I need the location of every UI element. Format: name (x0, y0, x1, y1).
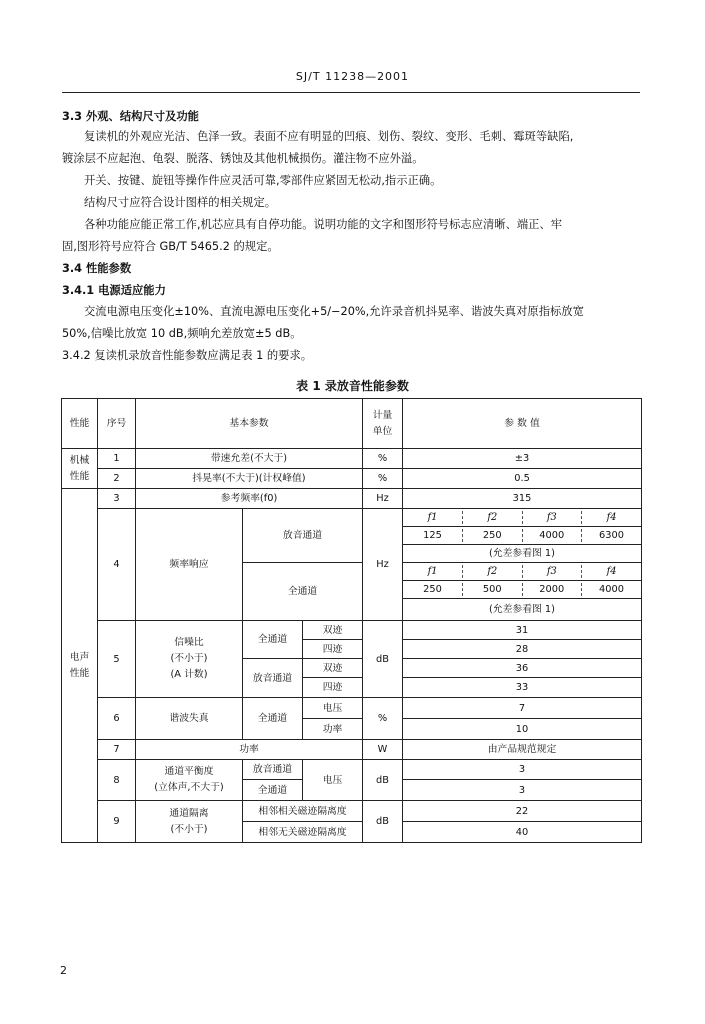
row6-value-1: 7 (403, 698, 642, 719)
page-number: 2 (60, 964, 67, 977)
row7-value: 由产品规范规定 (403, 740, 642, 760)
header-seq: 序号 (98, 399, 136, 449)
table-caption: 表 1 录放音性能参数 (296, 379, 409, 393)
row6-seq: 6 (98, 698, 136, 740)
row5-dual-all: 双迹 (303, 621, 363, 640)
paragraph-power-line1: 交流电源电压变化±10%、直流电源电压变化+5/−20%,允许录音机抖晃率、谐波失真对原指标放宽 (84, 305, 584, 318)
all-f1-label: f1 (403, 565, 463, 578)
play-f2-label: f2 (463, 511, 523, 524)
all-f3-label: f3 (522, 565, 582, 578)
row9-sub2: 相邻无关磁迹隔离度 (243, 822, 363, 843)
row8-value-2: 3 (403, 780, 642, 801)
row9-sub1: 相邻相关磁迹隔离度 (243, 801, 363, 822)
header-unit: 计量 单位 (363, 399, 403, 449)
row3-unit: Hz (363, 489, 403, 509)
header-basic-param: 基本参数 (136, 399, 363, 449)
row5-dual-play: 双迹 (303, 659, 363, 678)
row4-unit: Hz (363, 509, 403, 621)
row4-channel-all: 全通道 (243, 563, 363, 621)
header-performance: 性能 (62, 399, 98, 449)
paragraph-controls: 开关、按键、旋钮等操作件应灵活可靠,零部件应紧固无松动,指示正确。 (84, 174, 442, 187)
play-f3-value: 4000 (522, 529, 582, 542)
row3-param: 参考频率(f0) (136, 489, 363, 509)
all-f1-value: 250 (403, 583, 463, 596)
row5-value-2: 28 (403, 640, 642, 659)
row9-seq: 9 (98, 801, 136, 843)
row8-unit: dB (363, 760, 403, 801)
row8-channel-playback: 放音通道 (243, 760, 303, 780)
paragraph-appearance-line1: 复读机的外观应光洁、色泽一致。表面不应有明显的凹痕、划伤、裂纹、变形、毛刺、霉斑等缺陷, (84, 130, 574, 143)
all-f2-value: 500 (463, 583, 523, 596)
row5-channel-playback: 放音通道 (243, 659, 303, 698)
document-code-header: SJ/T 11238—2001 (295, 70, 410, 83)
paragraph-appearance-line2: 镀涂层不应起泡、龟裂、脱落、锈蚀及其他机械损伤。灌注物不应外溢。 (62, 152, 424, 165)
row8-channel-all: 全通道 (243, 780, 303, 801)
row1-seq: 1 (98, 449, 136, 469)
row2-seq: 2 (98, 469, 136, 489)
row7-unit: W (363, 740, 403, 760)
row3-seq: 3 (98, 489, 136, 509)
play-f1-label: f1 (403, 511, 463, 524)
row2-value: 0.5 (403, 469, 642, 489)
all-f3-value: 2000 (522, 583, 582, 596)
row1-param: 带速允差(不大于) (136, 449, 363, 469)
group-mechanical: 机械 性能 (62, 449, 98, 489)
row6-unit: % (363, 698, 403, 740)
row9-value-1: 22 (403, 801, 642, 822)
row5-unit: dB (363, 621, 403, 698)
paragraph-functions-line2: 固,图形符号应符合 GB/T 5465.2 的规定。 (62, 240, 279, 253)
row9-param: 通道隔离 (不小于) (136, 801, 243, 843)
play-f3-label: f3 (522, 511, 582, 524)
row4-channel-playback: 放音通道 (243, 509, 363, 563)
row6-param: 谐波失真 (136, 698, 243, 740)
row5-seq: 5 (98, 621, 136, 698)
row7-param: 功率 (136, 740, 363, 760)
row5-value-4: 33 (403, 678, 642, 698)
row6-value-2: 10 (403, 719, 642, 740)
row3-value: 315 (403, 489, 642, 509)
play-f4-value: 6300 (599, 530, 624, 541)
paragraph-dimensions: 结构尺寸应符合设计图样的相关规定。 (84, 196, 277, 209)
performance-table (61, 398, 642, 843)
row8-param: 通道平衡度 (立体声,不大于) (136, 760, 243, 801)
row5-value-3: 36 (403, 659, 642, 678)
row6-power: 功率 (303, 719, 363, 740)
section-3-3-title: 3.3 外观、结构尺寸及功能 (62, 110, 199, 123)
header-rule (62, 92, 640, 93)
row2-param: 抖晃率(不大于)(计权峰值) (136, 469, 363, 489)
section-3-4-2-text: 3.4.2 复读机录放音性能参数应满足表 1 的要求。 (62, 349, 313, 362)
row8-value-1: 3 (403, 760, 642, 780)
row4-seq: 4 (98, 509, 136, 621)
row1-value: ±3 (403, 449, 642, 469)
play-tolerance-note: (允差参看图 1) (403, 545, 642, 563)
row8-seq: 8 (98, 760, 136, 801)
play-f2-value: 250 (463, 529, 523, 542)
row6-voltage: 电压 (303, 698, 363, 719)
all-f2-label: f2 (463, 565, 523, 578)
header-value: 参 数 值 (403, 399, 642, 449)
row5-quad-all: 四迹 (303, 640, 363, 659)
all-tolerance-note: (允差参看图 1) (403, 599, 642, 621)
row2-unit: % (363, 469, 403, 489)
all-f4-value: 4000 (599, 584, 624, 595)
row5-value-1: 31 (403, 621, 642, 640)
paragraph-functions-line1: 各种功能应能正常工作,机芯应具有自停功能。说明功能的文字和图形符号标志应清晰、端正、牢 (84, 218, 563, 231)
section-3-4-1-title: 3.4.1 电源适应能力 (62, 284, 166, 297)
row8-quantity: 电压 (303, 760, 363, 801)
row5-param: 信噪比 (不小于) (A 计数) (136, 621, 243, 698)
row5-channel-all: 全通道 (243, 621, 303, 659)
row1-unit: % (363, 449, 403, 469)
paragraph-power-line2: 50%,信噪比放宽 10 dB,频响允差放宽±5 dB。 (62, 327, 302, 340)
row4-param: 频率响应 (136, 509, 243, 621)
group-electroacoustic: 电声 性能 (62, 489, 98, 843)
play-f4-label: f4 (606, 512, 617, 523)
row6-channel-all: 全通道 (243, 698, 303, 740)
row7-seq: 7 (98, 740, 136, 760)
row9-value-2: 40 (403, 822, 642, 843)
row9-unit: dB (363, 801, 403, 843)
section-3-4-title: 3.4 性能参数 (62, 262, 132, 275)
row5-quad-play: 四迹 (303, 678, 363, 698)
play-f1-value: 125 (403, 529, 463, 542)
all-f4-label: f4 (606, 566, 617, 577)
